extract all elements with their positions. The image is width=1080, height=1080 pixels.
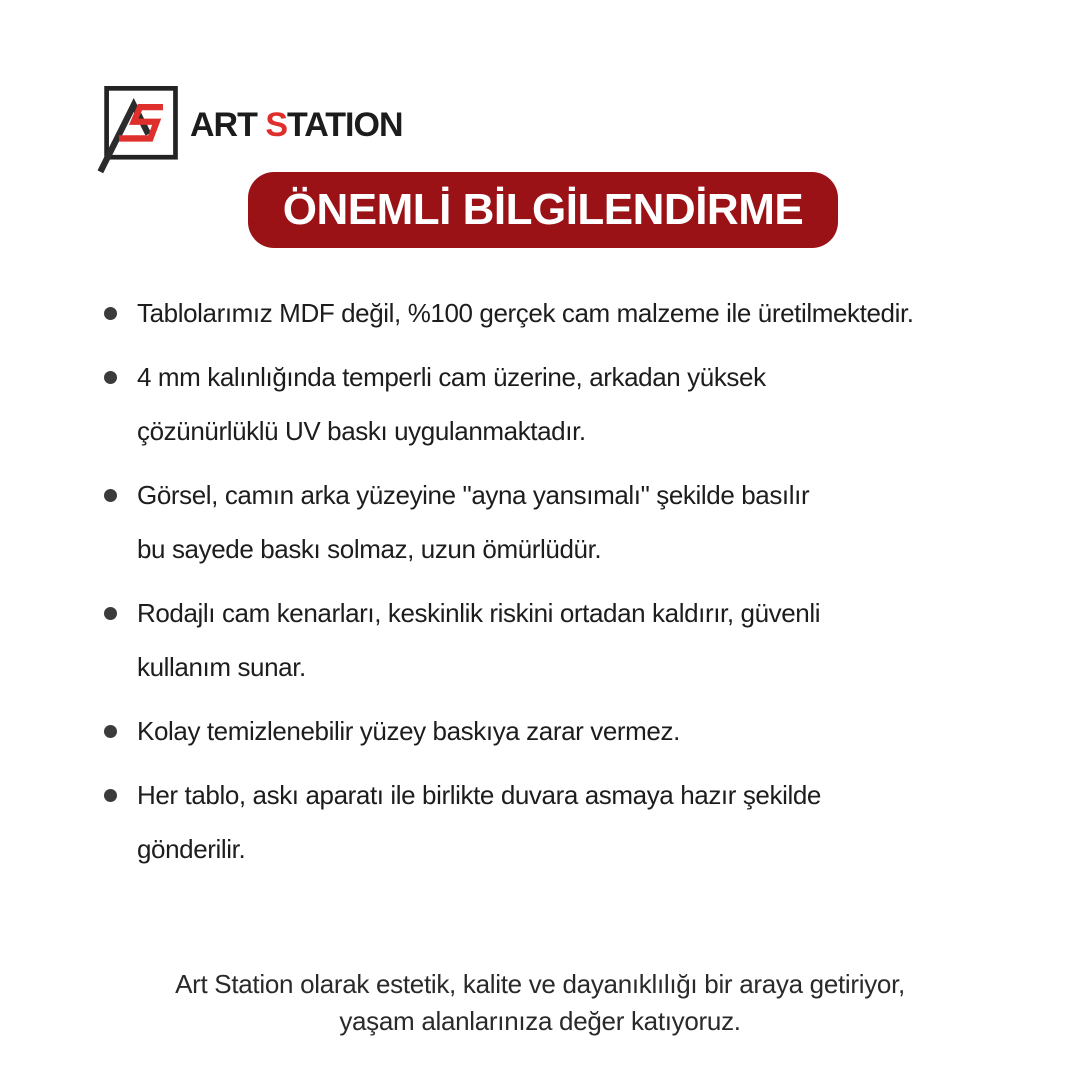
bullet-line: çözünürlüklü UV baskı uygulanmaktadır.: [137, 416, 586, 446]
brand-prefix: ART: [190, 106, 266, 144]
bullet-line: Kolay temizlenebilir yüzey baskıya zarar vermez.: [137, 716, 680, 746]
banner-title: ÖNEMLİ BİLGİLENDİRME: [282, 185, 804, 234]
art-station-logo-icon: [94, 80, 186, 176]
bullet-line: bu sayede baskı solmaz, uzun ömürlüdür.: [137, 534, 602, 564]
info-list: [104, 286, 1034, 886]
bullet-text: [137, 704, 680, 758]
brand-wordmark: [190, 106, 403, 145]
bullet-line: Her tablo, askı aparatı ile birlikte duvara asmaya hazır şekilde: [137, 780, 821, 810]
footer-line-2: yaşam alanlarınıza değer katıyoruz.: [339, 1006, 741, 1036]
bullet-text: [137, 468, 809, 576]
bullet-text: [137, 768, 821, 876]
bullet-dot-icon: [104, 789, 117, 802]
bullet-dot-icon: [104, 371, 117, 384]
footer-tagline: [0, 966, 1080, 1040]
bullet-text: [137, 586, 820, 694]
brand-accent-letter: S: [265, 106, 288, 144]
bullet-dot-icon: [104, 489, 117, 502]
list-item: [104, 350, 1034, 458]
bullet-line: kullanım sunar.: [137, 652, 306, 682]
bullet-text: [137, 286, 914, 340]
bullet-line: gönderilir.: [137, 834, 246, 864]
list-item: [104, 768, 1034, 876]
bullet-line: 4 mm kalınlığında temperli cam üzerine, arkadan yüksek: [137, 362, 766, 392]
bullet-line: Rodajlı cam kenarları, keskinlik riskini ortadan kaldırır, güvenli: [137, 598, 821, 628]
brand-suffix: TATION: [287, 106, 403, 144]
list-item: [104, 704, 1034, 758]
bullet-line: Görsel, camın arka yüzeyine "ayna yansımalı" şekilde basılır: [137, 480, 810, 510]
footer-line-1: Art Station olarak estetik, kalite ve dayanıklılığı bir araya getiriyor,: [175, 969, 905, 999]
list-item: [104, 286, 1034, 340]
bullet-dot-icon: [104, 725, 117, 738]
important-info-banner: [248, 172, 838, 248]
bullet-line: Tablolarımız MDF değil, %100 gerçek cam malzeme ile üretilmektedir.: [137, 298, 914, 328]
bullet-dot-icon: [104, 607, 117, 620]
list-item: [104, 468, 1034, 576]
bullet-text: [137, 350, 766, 458]
bullet-dot-icon: [104, 307, 117, 320]
list-item: [104, 586, 1034, 694]
